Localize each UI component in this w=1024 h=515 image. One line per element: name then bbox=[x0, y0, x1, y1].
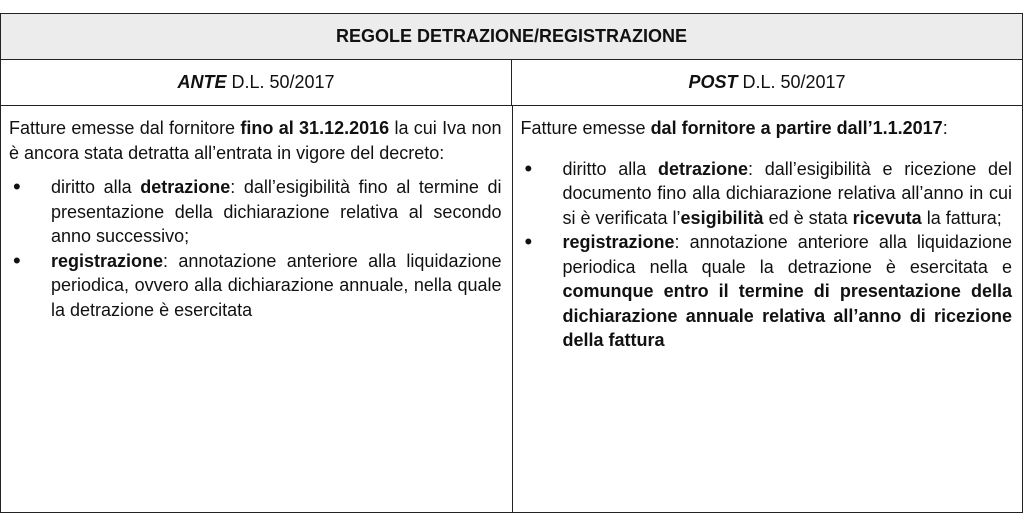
post-intro bbox=[521, 116, 1013, 141]
post-bullet-registrazione bbox=[521, 230, 1013, 353]
header-row bbox=[1, 60, 1022, 106]
ante-intro bbox=[9, 116, 502, 165]
post-b1-pre: diritto alla bbox=[562, 158, 658, 179]
post-bullet-detrazione bbox=[521, 157, 1013, 231]
ante-b2-label: registrazione bbox=[51, 250, 164, 271]
ante-intro-text-end: la cui Iva non è ancora stata detratta all’entrata in vigore del decreto: bbox=[9, 118, 502, 163]
table-title bbox=[1, 14, 1022, 60]
ante-b2-text: : annotazione anteriore alla liquidazione periodica, ovvero alla dichiarazione annuale, nella quale la detrazione è esercitata bbox=[51, 250, 502, 320]
ante-bullet-detrazione bbox=[9, 175, 502, 249]
header-ante-emph: ANTE bbox=[177, 72, 227, 92]
ante-list bbox=[9, 175, 502, 322]
post-cell bbox=[512, 106, 1023, 512]
ante-intro-text: Fatture emesse dal fornitore bbox=[9, 118, 241, 138]
post-b2-bold: comunque entro il termine di presentazione della dichiarazione annuale relativa all’anno di ricezione della fattura bbox=[562, 281, 1012, 350]
post-b1-ricevuta: ricevuta bbox=[852, 207, 922, 228]
header-ante-rest: D.L. 50/2017 bbox=[231, 72, 335, 92]
post-b2-text: : annotazione anteriore alla liquidazione periodica nella quale la detrazione è esercitata e bbox=[562, 232, 1012, 277]
header-post-emph: POST bbox=[688, 72, 738, 92]
post-intro-end: : bbox=[942, 118, 948, 138]
header-post-rest: D.L. 50/2017 bbox=[742, 72, 846, 92]
post-b2-label: registrazione bbox=[562, 232, 675, 252]
post-b1-text: : dall’esigibilità e ricezione del documento fino alla dichiarazione relativa all’anno in cui si è verificata l’ bbox=[562, 158, 1012, 228]
ante-cell bbox=[1, 106, 512, 512]
post-b1-esigibilita: esigibilità bbox=[680, 207, 764, 228]
post-intro-date: dal fornitore a partire dall’1.1.2017 bbox=[650, 118, 943, 138]
post-list bbox=[521, 157, 1013, 353]
ante-b1-text: : dall’esigibilità fino al termine di presentazione della dichiarazione relativa al secondo anno successivo; bbox=[51, 177, 502, 246]
post-intro-text: Fatture emesse bbox=[520, 118, 651, 138]
header-ante bbox=[1, 60, 511, 105]
post-b1-label: detrazione bbox=[657, 158, 748, 179]
ante-intro-date: fino al 31.12.2016 bbox=[240, 118, 390, 138]
post-b1-text2: ed è stata bbox=[763, 207, 853, 228]
post-b1-end: la fattura; bbox=[921, 207, 1002, 228]
header-post bbox=[511, 60, 1022, 105]
ante-bullet-registrazione bbox=[9, 249, 502, 323]
rules-table bbox=[0, 13, 1023, 513]
table-title-text: REGOLE DETRAZIONE/REGISTRAZIONE bbox=[335, 26, 688, 46]
body-row bbox=[1, 106, 1022, 512]
ante-b1-label: detrazione bbox=[140, 177, 231, 197]
ante-b1-pre: diritto alla bbox=[51, 177, 141, 197]
